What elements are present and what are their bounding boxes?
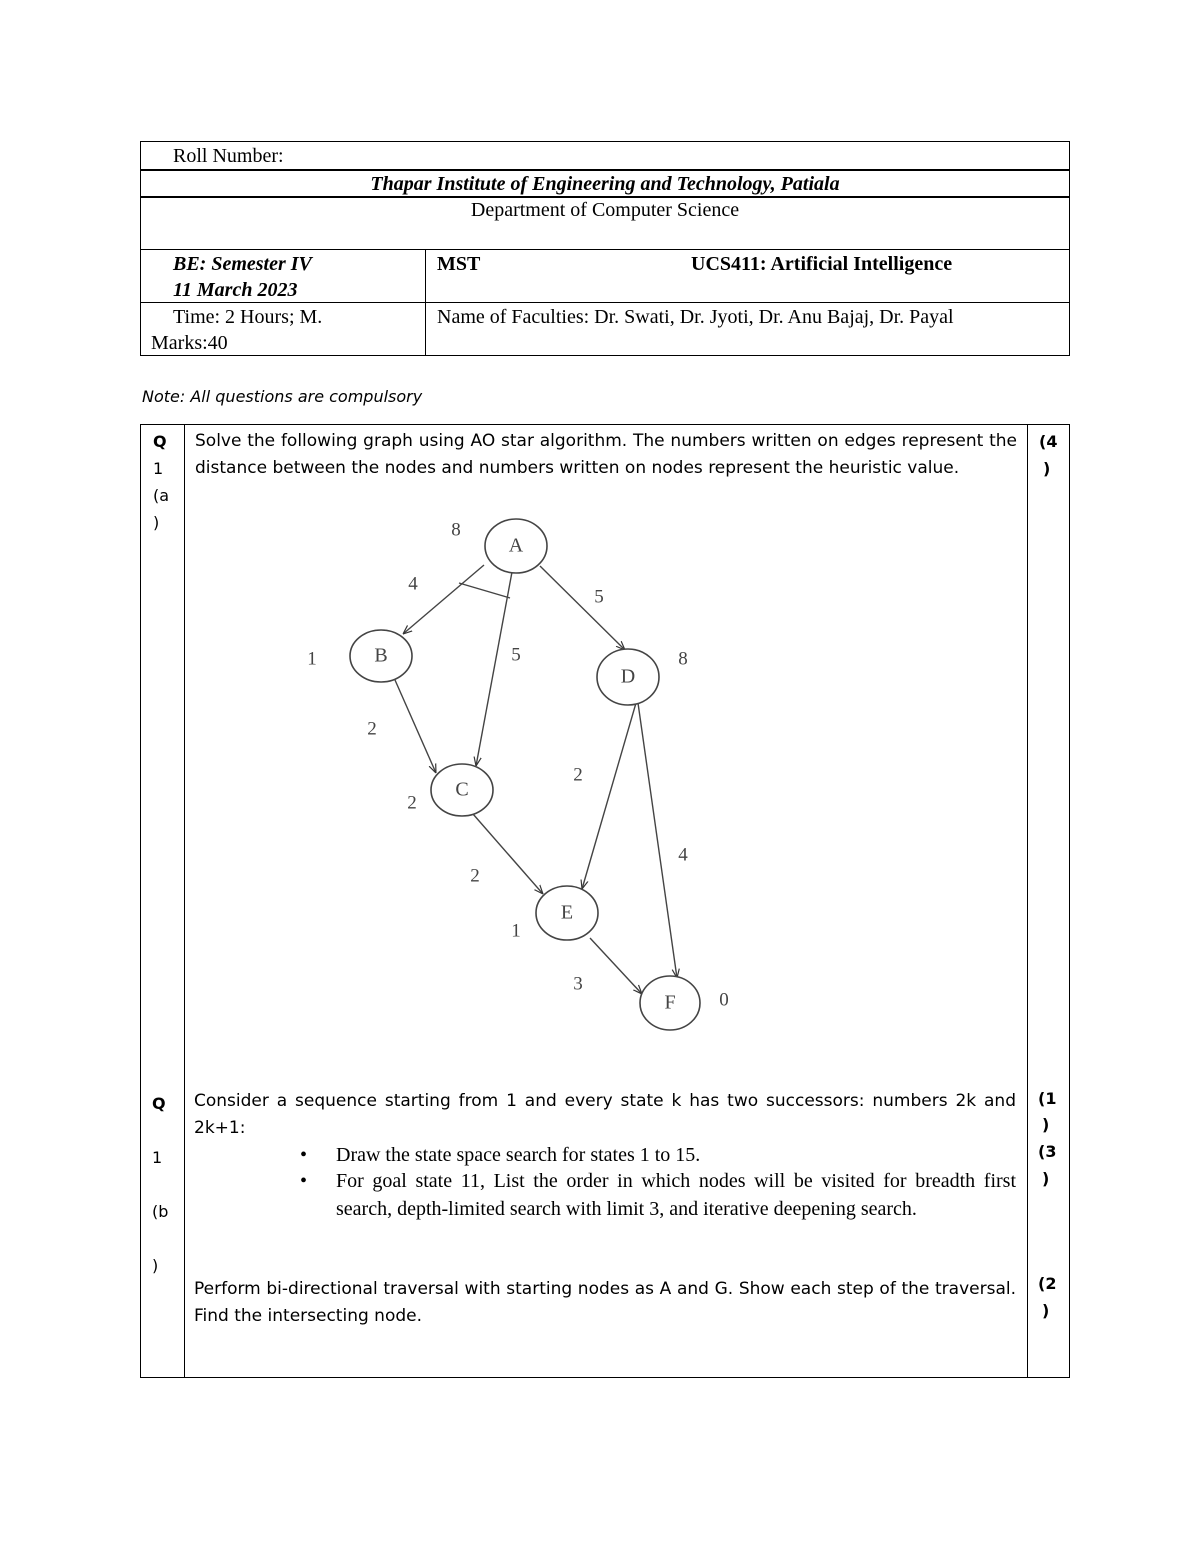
- node-heuristic-label: 2: [407, 792, 417, 814]
- edge-weight-label: 5: [511, 644, 521, 666]
- edge-weight-label: 4: [408, 573, 418, 595]
- q1b-marks-1: ): [1042, 1115, 1050, 1134]
- edge-weight-label: 2: [470, 865, 480, 887]
- q1b-label-line: (b: [152, 1202, 169, 1221]
- time-text-2: Marks:40: [151, 332, 228, 354]
- note-text: Note: All questions are compulsory: [142, 387, 423, 406]
- department-name: Department of Computer Science: [470, 199, 740, 221]
- edge-a-d: [540, 566, 625, 650]
- edge-weight-label: 5: [594, 586, 604, 608]
- q1b-label-line: 1: [152, 1148, 163, 1167]
- edge-weight-label: 4: [678, 844, 688, 866]
- q1c-question-text: Perform bi-directional traversal with starting nodes as A and G. Show each step of the traversal. Find the intersecting node.: [194, 1279, 1016, 1326]
- edge-a-c: [476, 572, 512, 766]
- exam-type: MST: [437, 253, 481, 275]
- bullet-icon: •: [300, 1170, 308, 1192]
- institute-name: Thapar Institute of Engineering and Technology, Patiala: [370, 173, 840, 195]
- q1a-marks: ): [1043, 459, 1051, 478]
- semester-text: BE: Semester IV: [173, 253, 312, 275]
- edge-d-e: [582, 703, 636, 889]
- q1b-marks-2: ): [1042, 1169, 1050, 1188]
- q1a-label-line: 1: [153, 459, 164, 478]
- node-heuristic-label: 0: [719, 989, 729, 1011]
- q1b-label-line: ): [152, 1256, 159, 1275]
- edge-weight-label: 2: [367, 718, 377, 740]
- q1a-marks: (4: [1039, 432, 1058, 451]
- q1a-label-line: ): [153, 513, 160, 532]
- course-title: UCS411: Artificial Intelligence: [691, 253, 953, 275]
- q1b-label-line: Q: [152, 1094, 166, 1113]
- faculty-names: Name of Faculties: Dr. Swati, Dr. Jyoti, Dr. Anu Bajaj, Dr. Payal: [437, 306, 954, 328]
- q1b-question-text: Consider a sequence starting from 1 and every state k has two successors: numbers 2k and 2k+1:: [194, 1091, 1016, 1138]
- and-arc: [459, 583, 510, 598]
- edge-e-f: [590, 938, 642, 994]
- q1b-bullet-1: Draw the state space search for states 1 to 15.: [336, 1144, 701, 1166]
- node-label: B: [374, 644, 388, 667]
- edge-weight-label: 3: [573, 973, 583, 995]
- exam-date: 11 March 2023: [173, 279, 298, 301]
- node-heuristic-label: 8: [678, 648, 688, 670]
- node-label: E: [560, 901, 574, 924]
- edge-d-f: [638, 703, 677, 978]
- node-label: D: [620, 665, 636, 688]
- edge-b-c: [395, 680, 436, 773]
- time-text-1: Time: 2 Hours; M.: [173, 306, 323, 328]
- node-heuristic-label: 1: [307, 648, 317, 670]
- q1b-marks-1: (1: [1038, 1089, 1057, 1108]
- q1a-label-line: Q: [153, 432, 167, 451]
- roll-number-label: Roll Number:: [173, 145, 284, 167]
- bullet-icon: •: [300, 1144, 308, 1166]
- q1a-question-text: Solve the following graph using AO star algorithm. The numbers written on edges represent the distance between the nodes and numbers written on nodes represent the heuristic value.: [195, 431, 1017, 478]
- node-label: F: [664, 991, 676, 1014]
- q1c-marks: ): [1042, 1301, 1050, 1320]
- node-label: C: [455, 778, 469, 801]
- q1a-label-line: (a: [153, 486, 170, 505]
- q1c-marks: (2: [1038, 1274, 1057, 1293]
- node-heuristic-label: 8: [451, 519, 461, 541]
- edge-weight-label: 2: [573, 764, 583, 786]
- node-label: A: [508, 534, 524, 557]
- node-heuristic-label: 1: [511, 920, 521, 942]
- q1b-marks-2: (3: [1038, 1142, 1057, 1161]
- q1b-bullet-2: For goal state 11, List the order in which nodes will be visited for breadth first search, depth-limited search with limit 3, and iterative deepening search.: [336, 1170, 1016, 1220]
- edge-c-e: [473, 814, 543, 894]
